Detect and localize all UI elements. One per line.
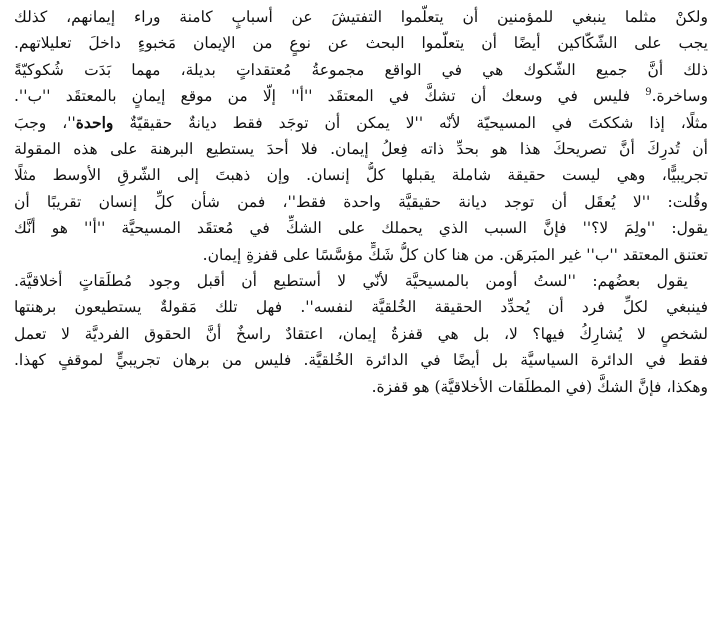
text-fragment: ''، وجبَ bbox=[14, 113, 76, 132]
bold-word: واحدة bbox=[75, 112, 114, 132]
paragraph-3 bbox=[14, 268, 708, 400]
text-fragment: فليس في وسعك أن تشكَّ في المعتقَد ''أ'' إلّا من موقع إيمانٍ بالمعتقَد ''ب''. bbox=[14, 87, 631, 106]
text-line: فقط في الدائرة السياسيَّة بل أيضًا في الدائرة الخُلقيَّة. فليس من برهان تجريبيٍّ لموقفٍ كهذا. bbox=[14, 351, 708, 370]
text-line: ذلك أنَّ جميع الشّكوك هي في الواقع مجموعةُ مُعتقداتٍ بديلة، مهما بَدَت شُكوكيّةً bbox=[14, 60, 708, 79]
paragraph-1 bbox=[14, 4, 708, 110]
text-line: تعتنق المعتقد ''ب'' غير المبَرهَن. من هنا كان كلُّ شَكٍّ مؤسَّسًا على قفزةِ إيمان. bbox=[202, 245, 708, 264]
text-line: أن تُدرِكَ أنَّ تصريحكَ هذا هو بحدِّ ذاته فِعلُ إيمان. فلا أحدَ يستطيع البرهنة على هذه المقولة bbox=[14, 140, 708, 159]
text-line: وقُلت: ''لا يُعقَل أن توجد ديانة حقيقيَّة واحدة فقط''، فمن شأن كلِّ إنسان تقريبًا أن bbox=[14, 192, 708, 211]
text-line: لشخصٍ لا يُشارِكُ فيها؟ لا، بل هي قفزةُ إيمان، اعتقادٌ راسخٌ أنَّ الحقوق الفرديَّة لا تعمل bbox=[14, 324, 708, 343]
text-line: وهكذا، فإنَّ الشكَّ (في المطلَقات الأخلاقيَّة) هو قفزة. bbox=[371, 377, 708, 396]
text-line-with-bold bbox=[14, 110, 708, 136]
text-line: يقول بعضُهم: ''لستُ أومن بالمسيحيَّة لأنّي لا أستطيع أن أقبل وجود مُطلَقاتٍ أخلاقيَّة. bbox=[14, 272, 688, 291]
footnote-marker: 9 bbox=[645, 87, 652, 99]
text-line: يجب على الشّكّاكين أيضًا أن يتعلّموا البحث عن نوعٍ من الإيمان مَخبوءٍ داخلَ تعليلاتهم. bbox=[14, 34, 708, 53]
text-line: تجريبيًّا، وهي ليست حقيقة شاملة يقبلها كلُّ إنسان. وإن ذهبتَ إلى الشّرقِ الأوسط مثلًا bbox=[14, 166, 708, 185]
text-line: ولكنْ مثلما ينبغي للمؤمنين أن يتعلّموا التفتيشَ عن أسبابٍ كامنة وراء إيمانهم، كذلك bbox=[14, 8, 708, 26]
text-line: فينبغي لكلِّ فرد أن يُحدِّد الحقيقة الخُلقيَّة لنفسه''. فهل تلك مَقولةٌ يستطيعون برهنتها bbox=[14, 298, 708, 317]
text-line: يقول: ''ولِمَ لا؟'' فإنَّ السبب الذي يحملك على الشكِّ في مُعتقَد المسيحيَّة ''أ'' هو أنَّك bbox=[14, 219, 708, 238]
text-fragment: وساخرة. bbox=[651, 87, 708, 106]
text-fragment: مثلًا، إذا شككتَ في المسيحيّة لأنّه ''لا يمكن أن توجَد فقط ديانةٌ حقيقيّةٌ bbox=[129, 113, 708, 132]
paragraph-2 bbox=[14, 110, 708, 268]
text-line-with-footnote bbox=[14, 83, 708, 109]
